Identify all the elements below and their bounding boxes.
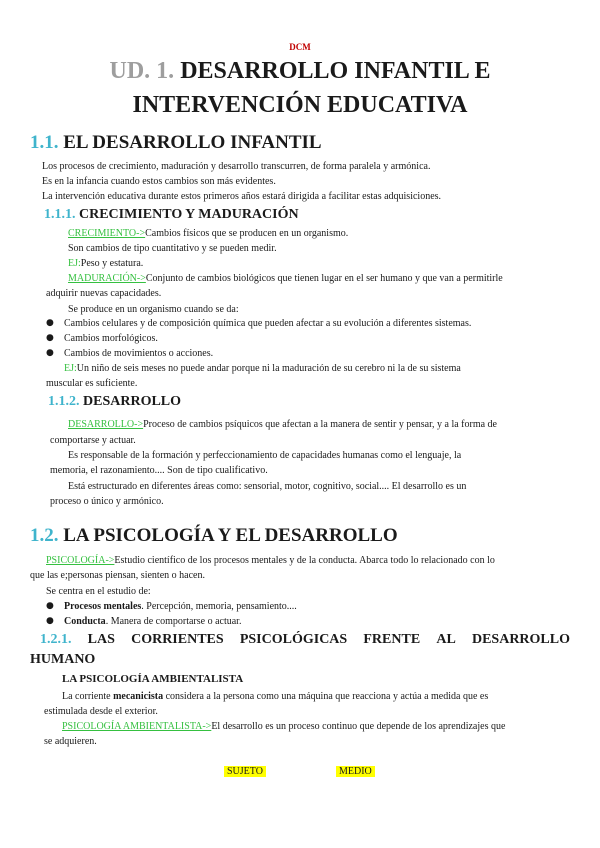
paragraph-line: proceso o único y armónico. (50, 496, 164, 507)
text-span: considera a la persona como una máquina que reacciona y actúa a medida que es (163, 691, 489, 702)
term-label: PSICOLOGÍA-> (46, 555, 115, 566)
section-heading-1-1 (30, 132, 322, 154)
maduracion-definition (68, 272, 503, 286)
section-title: LA PSICOLOGÍA Y EL DESARROLLO (63, 525, 398, 546)
paragraph-line: que las e;personas piensan, sienten o hacen. (30, 570, 205, 581)
section-number: 1.1.2. (48, 394, 80, 409)
example-line (68, 257, 143, 271)
page-title-line-1 (0, 58, 600, 85)
bullet-dot: ● (46, 318, 54, 328)
example-label: EJ: (68, 258, 81, 269)
term-label: PSICOLOGÍA AMBIENTALISTA-> (62, 721, 212, 732)
section-number: 1.1. (30, 132, 59, 153)
heading-word: DESARROLLO (471, 632, 570, 647)
example-text: Un niño de seis meses no puede andar porque ni la maduración de su cerebro ni la de su sistema (76, 363, 461, 374)
paragraph-line: La intervención educativa durante estos primeros años estará dirigida a facilitar estas adquisiciones. (42, 191, 442, 202)
term-text: Conjunto de cambios biológicos que tienen lugar en el ser humano y que van a permitirle (145, 273, 503, 284)
paragraph-line (62, 690, 488, 704)
header-tag: DCM (289, 42, 311, 52)
term-text: Estudio científico de los procesos mentales y de la conducta. Abarca todo lo relacionado con lo (114, 555, 495, 566)
example-text: Peso y estatura. (80, 258, 144, 269)
heading-word: LAS (87, 632, 115, 647)
paragraph-line: comportarse y actuar. (50, 435, 136, 446)
title-text-1: DESARROLLO INFANTIL E (180, 58, 491, 84)
paragraph-line: Está estructurado en diferentes áreas como: sensorial, motor, cognitivo, social.... El desarrollo es un (68, 481, 467, 492)
heading-word: FRENTE (363, 632, 421, 647)
section-title: EL DESARROLLO INFANTIL (63, 132, 322, 153)
section-title: CRECIMIENTO Y MADURACIÓN (79, 207, 299, 222)
section-heading-1-1-2 (48, 394, 181, 410)
section-heading-1-2 (30, 525, 398, 547)
paragraph-line: estimulada desde el exterior. (44, 706, 158, 717)
section-heading-1-1-1 (44, 207, 299, 223)
list-item: Cambios morfológicos. (64, 333, 158, 344)
bullet-dot: ● (46, 616, 54, 626)
heading-word: AL (436, 632, 456, 647)
paragraph-line: Se produce en un organismo cuando se da: (68, 304, 239, 315)
page-title-line-2: INTERVENCIÓN EDUCATIVA (132, 92, 468, 118)
paragraph-line: adquirir nuevas capacidades. (46, 288, 162, 299)
term-text: Proceso de cambios psíquicos que afectan a la manera de sentir y pensar, y a la forma de (143, 419, 497, 430)
subsection-heading: LA PSICOLOGÍA AMBIENTALISTA (62, 673, 244, 685)
term-text: Cambios físicos que se producen en un organismo. (145, 228, 349, 239)
paragraph-line: Se centra en el estudio de: (46, 586, 151, 597)
section-number: 1.1.1. (44, 207, 76, 222)
list-item: Cambios celulares y de composición química que pueden afectar a su evolución a diferentes sistemas. (64, 318, 472, 329)
bullet-dot: ● (46, 333, 54, 343)
list-item: Cambios de movimientos o acciones. (64, 348, 214, 359)
paragraph-line: se adquieren. (44, 736, 97, 747)
term-label: CRECIMIENTO-> (68, 228, 146, 239)
list-item-bold: Procesos mentales (64, 601, 142, 612)
term-label: MADURACIÓN-> (68, 273, 146, 284)
title-number: UD. 1. (109, 58, 175, 84)
paragraph-line: memoria, el razonamiento.... Son de tipo cualificativo. (50, 465, 268, 476)
paragraph-line: Son cambios de tipo cuantitativo y se pueden medir. (68, 243, 277, 254)
bold-term: mecanicista (113, 691, 164, 702)
example-label: EJ: (64, 363, 77, 374)
list-item-bold: Conducta (64, 616, 106, 627)
term-text: El desarrollo es un proceso continuo que depende de los aprendizajes que (211, 721, 506, 732)
desarrollo-definition (68, 418, 497, 432)
list-item-text: . Percepción, memoria, pensamiento.... (141, 601, 297, 612)
bullet-dot: ● (46, 601, 54, 611)
section-heading-1-2-1 (40, 632, 570, 648)
crecimiento-definition (68, 227, 348, 241)
highlight-sujeto: SUJETO (224, 766, 266, 777)
paragraph-line: Es en la infancia cuando estos cambios son más evidentes. (42, 176, 276, 187)
list-item (64, 615, 241, 629)
section-heading-1-2-1-line-2: HUMANO (30, 652, 96, 667)
list-item (64, 600, 297, 614)
paragraph-line: Es responsable de la formación y perfeccionamiento de capacidades humanas como el lenguaje, la (68, 450, 462, 461)
list-item-text: . Manera de comportarse o actuar. (105, 616, 242, 627)
highlight-medio: MEDIO (336, 766, 375, 777)
psicologia-definition (46, 554, 495, 568)
heading-word: PSICOLÓGICAS (239, 632, 348, 647)
paragraph-line: Los procesos de crecimiento, maduración y desarrollo transcurren, de forma paralela y armónica. (42, 161, 431, 172)
section-title: DESARROLLO (83, 394, 182, 409)
ambientalista-definition (62, 720, 505, 734)
section-number: 1.2.1. (40, 632, 72, 647)
heading-word: CORRIENTES (131, 632, 224, 647)
example-line (64, 362, 461, 376)
paragraph-line: muscular es suficiente. (46, 378, 138, 389)
text-span: La corriente (62, 691, 114, 702)
bullet-dot: ● (46, 348, 54, 358)
section-number: 1.2. (30, 525, 59, 546)
term-label: DESARROLLO-> (68, 419, 144, 430)
